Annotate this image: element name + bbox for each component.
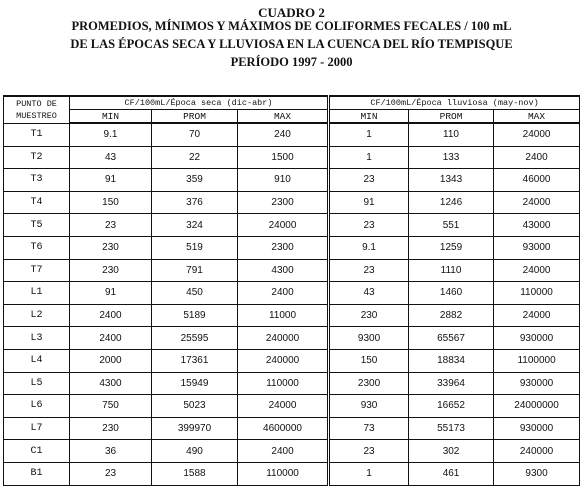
punto-cell: L7 <box>4 417 70 440</box>
table-row <box>4 123 580 146</box>
dry-max-cell: 1500 <box>238 146 329 169</box>
wet-prom-cell: 2882 <box>409 304 494 327</box>
wet-prom-cell: 1110 <box>409 259 494 282</box>
table-row <box>4 259 580 282</box>
wet-prom-cell: 302 <box>409 440 494 463</box>
dry-min-cell: 230 <box>70 417 152 440</box>
table-row <box>4 214 580 237</box>
dry-max-cell: 110000 <box>238 372 329 395</box>
header-row-groups <box>4 96 580 110</box>
table-row <box>4 349 580 372</box>
dry-max-cell: 910 <box>238 169 329 192</box>
dry-max-cell: 2300 <box>238 191 329 214</box>
dry-min-cell: 91 <box>70 282 152 305</box>
dry-max-cell: 24000 <box>238 214 329 237</box>
wet-min-header: MIN <box>329 110 409 124</box>
table-row <box>4 462 580 485</box>
punto-cell: L3 <box>4 327 70 350</box>
wet-max-cell: 2400 <box>494 146 580 169</box>
dry-prom-cell: 359 <box>152 169 238 192</box>
wet-max-cell: 930000 <box>494 417 580 440</box>
punto-cell: B1 <box>4 462 70 485</box>
wet-min-cell: 1 <box>329 462 409 485</box>
punto-cell: C1 <box>4 440 70 463</box>
dry-min-cell: 2000 <box>70 349 152 372</box>
wet-min-cell: 23 <box>329 214 409 237</box>
wet-min-cell: 43 <box>329 282 409 305</box>
dry-max-cell: 110000 <box>238 462 329 485</box>
punto-cell: T4 <box>4 191 70 214</box>
dry-prom-cell: 25595 <box>152 327 238 350</box>
dry-min-cell: 9.1 <box>70 123 152 146</box>
dry-max-cell: 240 <box>238 123 329 146</box>
wet-min-cell: 23 <box>329 169 409 192</box>
wet-min-cell: 150 <box>329 349 409 372</box>
wet-min-cell: 2300 <box>329 372 409 395</box>
dry-min-cell: 230 <box>70 236 152 259</box>
dry-min-cell: 91 <box>70 169 152 192</box>
punto-header-line-2: MUESTREO <box>16 110 57 121</box>
dry-min-cell: 230 <box>70 259 152 282</box>
dry-min-cell: 2400 <box>70 327 152 350</box>
wet-prom-cell: 65567 <box>409 327 494 350</box>
wet-prom-cell: 551 <box>409 214 494 237</box>
dry-prom-cell: 490 <box>152 440 238 463</box>
punto-cell: T3 <box>4 169 70 192</box>
dry-min-cell: 4300 <box>70 372 152 395</box>
wet-min-cell: 9.1 <box>329 236 409 259</box>
dry-prom-cell: 450 <box>152 282 238 305</box>
table-row <box>4 169 580 192</box>
dry-min-cell: 36 <box>70 440 152 463</box>
dry-max-cell: 2400 <box>238 440 329 463</box>
dry-max-cell: 2400 <box>238 282 329 305</box>
wet-min-cell: 9300 <box>329 327 409 350</box>
dry-min-cell: 23 <box>70 214 152 237</box>
wet-prom-cell: 33964 <box>409 372 494 395</box>
table-row <box>4 146 580 169</box>
punto-cell: L1 <box>4 282 70 305</box>
wet-prom-cell: 1259 <box>409 236 494 259</box>
dry-max-cell: 4300 <box>238 259 329 282</box>
wet-max-cell: 24000 <box>494 123 580 146</box>
dry-prom-cell: 22 <box>152 146 238 169</box>
dry-max-cell: 4600000 <box>238 417 329 440</box>
wet-max-header: MAX <box>494 110 580 124</box>
wet-max-cell: 930000 <box>494 372 580 395</box>
dry-max-cell: 240000 <box>238 349 329 372</box>
table-row <box>4 395 580 418</box>
dry-prom-cell: 5023 <box>152 395 238 418</box>
wet-min-cell: 230 <box>329 304 409 327</box>
wet-min-cell: 91 <box>329 191 409 214</box>
wet-max-cell: 24000000 <box>494 395 580 418</box>
wet-prom-cell: 1460 <box>409 282 494 305</box>
dry-min-cell: 750 <box>70 395 152 418</box>
dry-max-cell: 2300 <box>238 236 329 259</box>
wet-prom-cell: 461 <box>409 462 494 485</box>
dry-prom-cell: 5189 <box>152 304 238 327</box>
punto-cell: L5 <box>4 372 70 395</box>
wet-max-cell: 240000 <box>494 440 580 463</box>
punto-cell: L6 <box>4 395 70 418</box>
dry-max-cell: 24000 <box>238 395 329 418</box>
punto-header <box>4 96 70 123</box>
wet-max-cell: 24000 <box>494 191 580 214</box>
punto-cell: T1 <box>4 123 70 146</box>
dry-min-cell: 150 <box>70 191 152 214</box>
dry-prom-cell: 1588 <box>152 462 238 485</box>
dry-prom-cell: 15949 <box>152 372 238 395</box>
wet-prom-cell: 1246 <box>409 191 494 214</box>
table-body <box>4 123 580 485</box>
dry-prom-cell: 519 <box>152 236 238 259</box>
dry-min-header: MIN <box>70 110 152 124</box>
wet-max-cell: 93000 <box>494 236 580 259</box>
wet-max-cell: 43000 <box>494 214 580 237</box>
dry-prom-cell: 791 <box>152 259 238 282</box>
wet-prom-cell: 1343 <box>409 169 494 192</box>
wet-max-cell: 46000 <box>494 169 580 192</box>
wet-max-cell: 24000 <box>494 259 580 282</box>
punto-cell: L4 <box>4 349 70 372</box>
wet-season-header: CF/100mL/Época lluviosa (may-nov) <box>329 96 580 110</box>
wet-prom-cell: 110 <box>409 123 494 146</box>
wet-min-cell: 23 <box>329 259 409 282</box>
wet-max-cell: 24000 <box>494 304 580 327</box>
wet-prom-cell: 133 <box>409 146 494 169</box>
table-row <box>4 304 580 327</box>
dry-min-cell: 2400 <box>70 304 152 327</box>
dry-min-cell: 43 <box>70 146 152 169</box>
table-row <box>4 440 580 463</box>
table-caption-number: CUADRO 2 <box>258 5 325 20</box>
dry-max-cell: 240000 <box>238 327 329 350</box>
wet-max-cell: 930000 <box>494 327 580 350</box>
wet-prom-cell: 16652 <box>409 395 494 418</box>
dry-max-cell: 11000 <box>238 304 329 327</box>
header-row-stats <box>4 110 580 124</box>
wet-prom-header: PROM <box>409 110 494 124</box>
dry-prom-header: PROM <box>152 110 238 124</box>
table-title-period: PERÍODO 1997 - 2000 <box>230 55 353 69</box>
wet-prom-cell: 55173 <box>409 417 494 440</box>
dry-prom-cell: 70 <box>152 123 238 146</box>
dry-prom-cell: 376 <box>152 191 238 214</box>
punto-cell: T6 <box>4 236 70 259</box>
table-row <box>4 417 580 440</box>
dry-season-header: CF/100mL/Época seca (dic-abr) <box>70 96 329 110</box>
dry-min-cell: 23 <box>70 462 152 485</box>
table-title-line-2: DE LAS ÉPOCAS SECA Y LLUVIOSA EN LA CUENCA DEL RÍO TEMPISQUE <box>70 37 513 51</box>
table-row <box>4 327 580 350</box>
dry-max-header: MAX <box>238 110 329 124</box>
wet-max-cell: 110000 <box>494 282 580 305</box>
table-row <box>4 372 580 395</box>
table-row <box>4 191 580 214</box>
wet-min-cell: 1 <box>329 146 409 169</box>
table-row <box>4 282 580 305</box>
punto-cell: T7 <box>4 259 70 282</box>
coliform-table <box>3 95 580 486</box>
punto-cell: T5 <box>4 214 70 237</box>
punto-header-line-1: PUNTO DE <box>16 98 57 109</box>
punto-cell: L2 <box>4 304 70 327</box>
dry-prom-cell: 17361 <box>152 349 238 372</box>
table-row <box>4 236 580 259</box>
wet-max-cell: 1100000 <box>494 349 580 372</box>
dry-prom-cell: 324 <box>152 214 238 237</box>
wet-prom-cell: 18834 <box>409 349 494 372</box>
wet-min-cell: 1 <box>329 123 409 146</box>
wet-max-cell: 9300 <box>494 462 580 485</box>
table-title-line-1: PROMEDIOS, MÍNIMOS Y MÁXIMOS DE COLIFORMES FECALES / 100 mL <box>71 19 512 33</box>
punto-cell: T2 <box>4 146 70 169</box>
dry-prom-cell: 399970 <box>152 417 238 440</box>
wet-min-cell: 73 <box>329 417 409 440</box>
wet-min-cell: 23 <box>329 440 409 463</box>
wet-min-cell: 930 <box>329 395 409 418</box>
